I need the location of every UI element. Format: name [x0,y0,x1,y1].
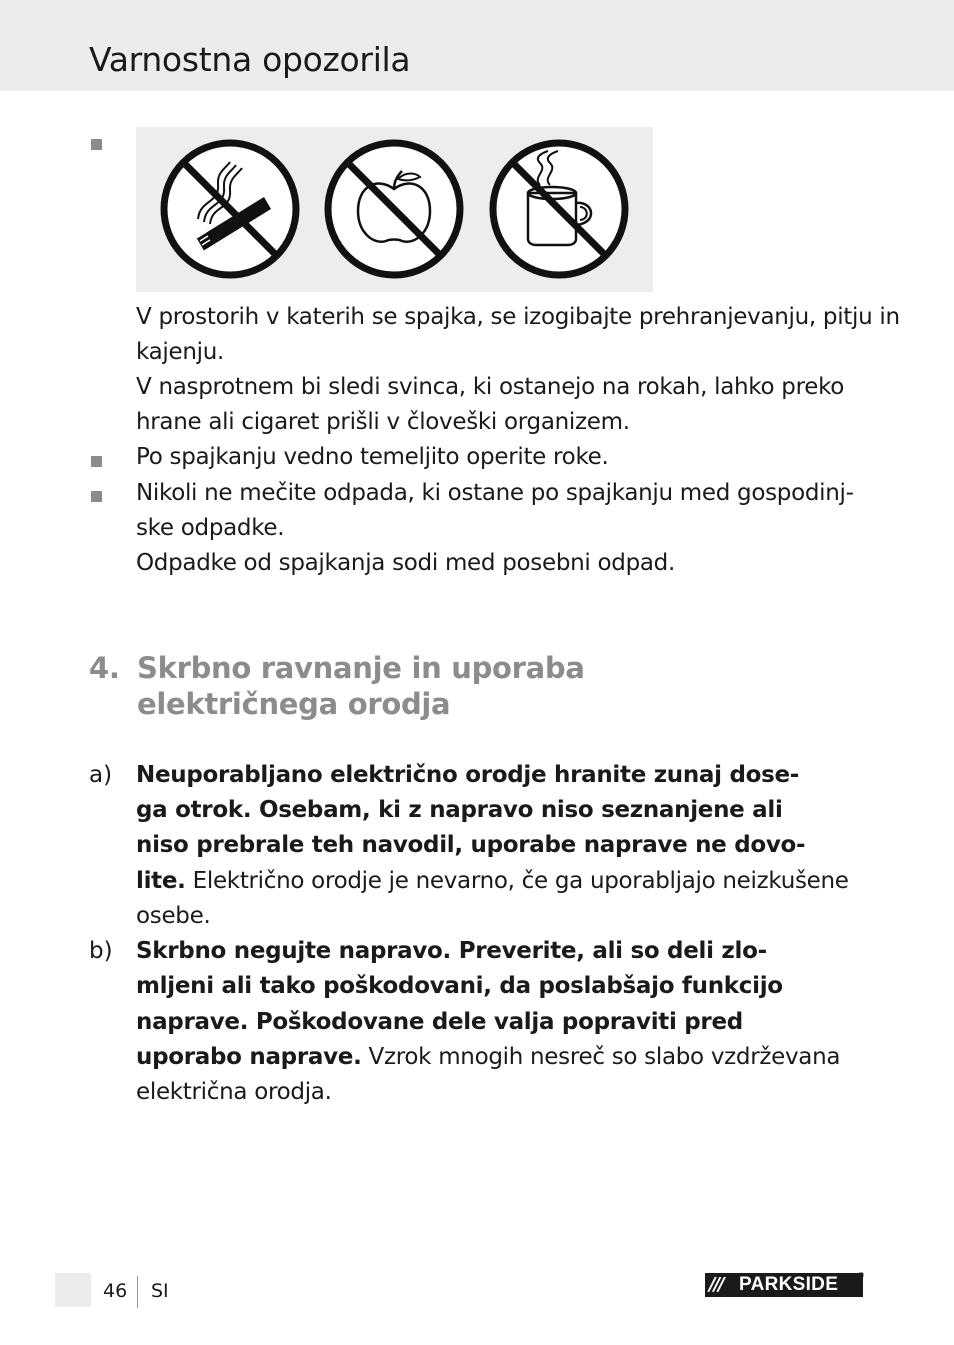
item-b-bold-line: mljeni ali tako poškodovani, da poslabšajo funkcijo [136,973,783,999]
prohibition-icons [136,127,653,292]
item-b-bold-line: naprave. Poškodovane dele valja popraviti pred [136,1009,743,1035]
section-title-line: Skrbno ravnanje in uporaba [137,651,585,685]
footer-divider [137,1276,138,1308]
item-marker-a: a) [89,762,113,788]
safety-text-line: hrane ali cigaret prišli v človeški organizem. [136,409,630,435]
safety-text-line: kajenju. [136,339,225,365]
item-b-text-line: električna orodja. [136,1079,332,1105]
item-a-normal-text: Električno orodje je nevarno, če ga uporabljajo neizkušene [185,868,849,894]
list-bullet [91,456,102,467]
item-a-bold-line: ga otrok. Osebam, ki z napravo niso seznanjene ali [136,797,783,823]
logo-text: PARKSIDE [739,1274,839,1295]
parkside-logo [705,1273,863,1297]
prohibition-icons-panel [136,127,653,292]
safety-text-line: V prostorih v katerih se spajka, se izogibajte prehranjevanju, pitju in [136,304,900,330]
item-a-text-line: osebe. [136,903,211,929]
item-a-bold-end: lite. [136,868,186,894]
footer-marker-box [55,1273,91,1307]
page-header [0,0,954,91]
list-bullet [91,491,102,502]
page-title: Varnostna opozorila [89,40,411,79]
no-smoking-icon [164,143,296,275]
item-b-bold-line: Skrbno negujte napravo. Preverite, ali so deli zlo- [136,938,767,964]
page-number: 46 [103,1280,128,1302]
no-drinking-icon [493,143,625,275]
safety-text-line: Nikoli ne mečite odpada, ki ostane po spajkanju med gospodinj- [136,480,854,506]
safety-text-line: Odpadke od spajkanja sodi med posebni odpad. [136,550,675,576]
item-a-bold-line: niso prebrale teh navodil, uporabe naprave ne dovo- [136,832,806,858]
safety-text-line: ske odpadke. [136,515,285,541]
item-b-mixed-line [136,1040,840,1075]
item-b-normal-text: Vzrok mnogih nesreč so slabo vzdrževana [361,1044,841,1070]
section-number: 4. [89,651,120,685]
item-a-mixed-line [136,864,849,899]
registered-mark: ® [857,1271,865,1280]
section-title-line: električnega orodja [137,687,451,721]
safety-text-line: V nasprotnem bi sledi svinca, ki ostanejo na rokah, lahko preko [136,374,845,400]
language-code: SI [151,1280,169,1302]
safety-text-line: Po spajkanju vedno temeljito operite roke. [136,444,609,470]
item-b-bold-end: uporabo naprave. [136,1044,362,1070]
no-eating-icon [328,143,460,275]
item-marker-b: b) [89,938,113,964]
logo-stripes: /// [709,1274,723,1295]
list-bullet [91,139,102,150]
item-a-bold-line: Neuporabljano električno orodje hranite zunaj dose- [136,762,800,788]
